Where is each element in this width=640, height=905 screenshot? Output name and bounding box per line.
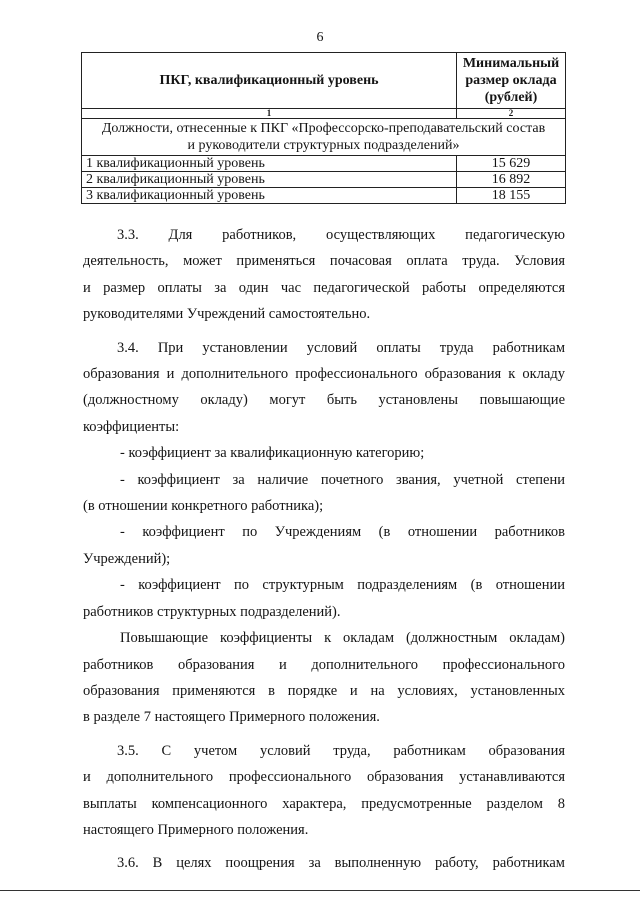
- bullet-line: - коэффициент по структурным подразделениям (в отношении: [120, 577, 565, 594]
- table-column-numbers: [82, 109, 566, 119]
- paragraph-3-5-line: настоящего Примерного положения.: [83, 821, 309, 838]
- group-title-line: Должности, отнесенные к ПКГ «Профессорско-преподавательский состав: [101, 121, 546, 136]
- salary-amount: 18 155: [457, 188, 566, 204]
- table-header-amount: [457, 53, 566, 109]
- paragraph-3-4-line: 3.4. При установлении условий оплаты труда работникам: [117, 339, 565, 356]
- paragraph-coefficients-line: работников образования и дополнительного профессионального: [83, 656, 565, 673]
- table-group-row: [82, 119, 566, 156]
- salary-table: [81, 52, 566, 204]
- paragraph-3-3-line: 3.3. Для работников, осуществляющих педагогическую: [117, 227, 565, 243]
- table-row: [82, 188, 566, 204]
- bullet-line: Учреждений);: [83, 550, 171, 567]
- table-header-amount-line: (рублей): [484, 90, 538, 105]
- salary-amount: 15 629: [457, 156, 566, 172]
- paragraph-3-5-line: и дополнительного профессионального образования устанавливаются: [83, 769, 565, 786]
- qualification-level: 1 квалификационный уровень: [82, 156, 457, 172]
- column-number: 1: [82, 109, 457, 119]
- table-header-row: [82, 53, 566, 109]
- paragraph-coefficients-line: Повышающие коэффициенты к окладам (должностным окладам): [120, 630, 565, 647]
- bullet-line: работников структурных подразделений).: [83, 603, 341, 620]
- paragraph-3-4-line: (должностному окладу) могут быть установлены повышающие: [83, 392, 565, 409]
- bullet-line: (в отношении конкретного работника);: [83, 498, 324, 515]
- bullet-line: - коэффициент за наличие почетного звания, учетной степени: [120, 471, 565, 488]
- table-header-pkg: ПКГ, квалификационный уровень: [82, 53, 457, 109]
- bullet-line: - коэффициент по Учреждениям (в отношении работников: [120, 524, 565, 541]
- paragraph-3-4-line: образования и дополнительного профессионального образования к окладу: [83, 366, 565, 383]
- paragraph-3-3-line: руководителями Учреждений самостоятельно.: [83, 306, 371, 323]
- paragraph-coefficients-line: образования применяются в порядке и на условиях, установленных: [83, 682, 565, 699]
- table-row: [82, 172, 566, 188]
- column-number: 2: [457, 109, 566, 119]
- table-row: [82, 156, 566, 172]
- page-bottom-rule: [0, 890, 640, 891]
- table-header-amount-line: Минимальный: [462, 56, 560, 71]
- page-number: 6: [316, 30, 324, 45]
- salary-amount: 16 892: [457, 172, 566, 188]
- paragraph-3-5-line: 3.5. С учетом условий труда, работникам образования: [117, 742, 565, 759]
- paragraph-3-3-line: деятельность, может применяться почасовая оплата труда. Условия: [83, 253, 565, 270]
- table-group-title: [82, 119, 566, 156]
- qualification-level: 3 квалификационный уровень: [82, 188, 457, 204]
- paragraph-coefficients-line: в разделе 7 настоящего Примерного положения.: [83, 709, 380, 726]
- document-body: [83, 222, 565, 877]
- qualification-level: 2 квалификационный уровень: [82, 172, 457, 188]
- table-header-amount-line: размер оклада: [465, 73, 557, 88]
- paragraph-3-6-line: 3.6. В целях поощрения за выполненную работу, работникам: [117, 855, 565, 872]
- paragraph-3-5-line: выплаты компенсационного характера, предусмотренные разделом 8: [83, 795, 565, 812]
- paragraph-3-4-line: коэффициенты:: [83, 418, 180, 435]
- group-title-line: и руководители структурных подразделений»: [187, 138, 460, 153]
- bullet-line: - коэффициент за квалификационную категорию;: [120, 445, 425, 462]
- paragraph-3-3-line: и размер оплаты за один час педагогической работы определяются: [83, 279, 565, 296]
